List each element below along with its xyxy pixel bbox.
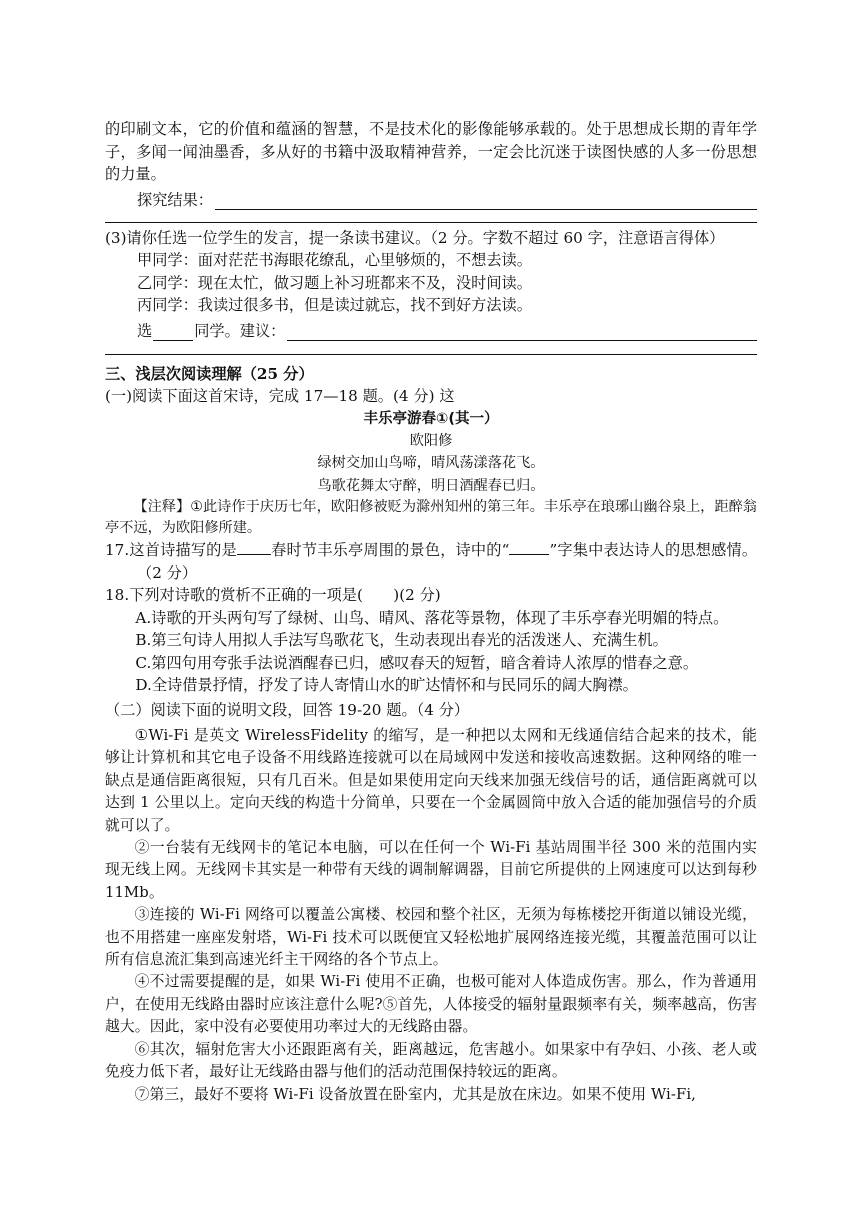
- poem-note: 【注释】①此诗作于庆历七年，欧阳修被贬为滁州知州的第三年。丰乐亭在琅琊山幽谷泉上，距醉翁亭不远，为欧阳修所建。: [105, 499, 757, 536]
- result-answer-row: [105, 186, 757, 210]
- sub2-intro: （二）阅读下面的说明文段，回答 19-20 题。（4 分）: [105, 700, 470, 719]
- choose-prefix: 选: [137, 321, 153, 340]
- para-6: ⑥其次，辐射危害大小还跟距离有关，距离越远，危害越小。如果家中有孕妇、小孩、老人或免疫力低下者，最好让无线路由器与他们的活动范围保持较远的距离。: [105, 1040, 757, 1081]
- q18-option-c: C.第四句用夸张手法说酒醒春已归，感叹春天的短暂，暗含着诗人浓厚的惜春之意。: [135, 653, 699, 672]
- para-2: ②一台装有无线网卡的笔记本电脑，可以在任何一个 Wi-Fi 基站周围半径 300 米的范围内实现无线上网。无线网卡其实是一种带有天线的调制解调器，目前它所提供的上网速度可以达到每秒 11Mb。: [105, 839, 757, 901]
- student-a: 甲同学：面对茫茫书海眼花缭乱，心里够烦的，不想去读。: [137, 251, 532, 269]
- q17: [105, 539, 757, 584]
- choose-middle: 同学。建议：: [194, 321, 286, 340]
- para-7: ⑦第三，最好不要将 Wi-Fi 设备放置在卧室内，尤其是放在床边。如果不使用 Wi-Fi,: [134, 1085, 696, 1103]
- sub1-intro: (一)阅读下面这首宋诗，完成 17—18 题。(4 分) 这: [105, 387, 455, 405]
- student-c: 丙同学：我读过很多书，但是读过就忘，找不到好方法读。: [137, 296, 532, 314]
- q17-part-a: 17.这首诗描写的是: [105, 541, 237, 559]
- q18-option-b: B.第三句诗人用拟人手法写鸟歌花飞，生动表现出春光的活泼迷人、充满生机。: [135, 631, 668, 649]
- q17-part-b: 春时节丰乐亭周围的景色，诗中的“: [270, 541, 510, 559]
- suggestion-row: [105, 317, 757, 341]
- result-label: 探究结果：: [137, 190, 213, 209]
- q18-stem: 18.下列对诗歌的赏析不正确的一项是( )(2 分): [105, 586, 441, 604]
- para-3: ③连接的 Wi-Fi 网络可以覆盖公寓楼、校园和整个社区，无须为每栋楼挖开街道以铺设光缆，也不用搭建一座座发射塔，Wi-Fi 技术可以既便宜又轻松地扩展网络连接光缆，其覆盖范围可以让所有信息流汇集到高速光纤主干网络的各个节点上。: [105, 906, 757, 969]
- para-4: ④不过需要提醒的是，如果 Wi-Fi 使用不正确，也极可能对人体造成伤害。那么，作为普通用户，在使用无线路由器时应该注意什么呢?⑤首先，人体接受的辐射量跟频率有关，频率越高，伤害越大。因此，家中没有必要使用功率过大的无线路由器。: [105, 973, 757, 1036]
- student-b: 乙同学：现在太忙，做习题上补习班都来不及，没时间读。: [137, 273, 532, 292]
- q3-prompt: (3)请你任选一位学生的发言，提一条读书建议。（2 分。字数不超过 60 字，注意语言得体）: [105, 228, 725, 247]
- q17-blank-1[interactable]: [237, 540, 271, 555]
- poem-line-2: 鸟歌花舞太守醉，明日酒醒春已归。: [317, 477, 545, 494]
- exam-page: [105, 118, 757, 1106]
- suggestion-line[interactable]: [287, 324, 757, 341]
- q18-option-a: A.诗歌的开头两句写了绿树、山鸟、晴风、落花等景物，体现了丰乐亭春光明媚的特点。: [135, 608, 729, 627]
- poem-line-1: 绿树交加山鸟啼，晴风荡漾落花飞。: [317, 455, 545, 471]
- suggestion-line-2[interactable]: [105, 354, 757, 355]
- student-choice-blank[interactable]: [153, 326, 193, 341]
- poem-title: 丰乐亭游春①(其一）: [363, 410, 499, 427]
- passage-tail: 的印刷文本，它的价值和蕴涵的智慧，不是技术化的影像能够承载的。处于思想成长期的青年学子，多闻一闻油墨香，多从好的书籍中汲取精神营养，一定会比沉迷于读图快感的人多一份思想的力量。: [105, 120, 757, 183]
- q18-option-d: D.全诗借景抒情，抒发了诗人寄情山水的旷达情怀和与民同乐的阔大胸襟。: [135, 676, 638, 694]
- para-1: ①Wi-Fi 是英文 WirelessFidelity 的缩写，是一种把以太网和无线通信结合起来的技术，能够让计算机和其它电子设备不用线路连接就可以在局域网中发送和接收高速数据。这种网络的唯一缺点是通信距离很短，只有几百米。但是如果使用定向天线来加强无线信号的话，通信距离就可以达到 1 公里以上。定向天线的构造十分简单，只要在一个金属圆筒中放入合适的能加强信号的介质就可以了。: [105, 727, 757, 834]
- result-answer-line[interactable]: [215, 193, 757, 210]
- q17-blank-2[interactable]: [509, 540, 549, 555]
- poem-author: 欧阳修: [409, 432, 453, 449]
- section-3-heading: 三、浅层次阅读理解（25 分）: [105, 364, 314, 383]
- q17-part-c: ”字集中表达诗人的思想感情。（2 分）: [137, 541, 758, 582]
